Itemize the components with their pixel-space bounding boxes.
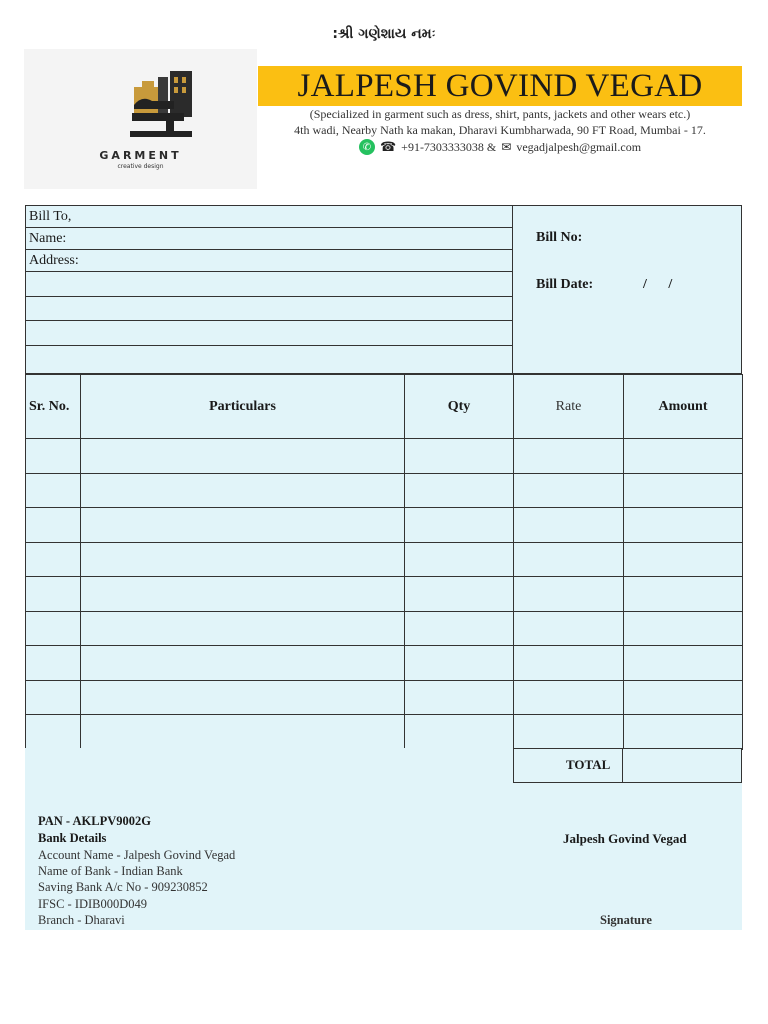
cell-amount[interactable] <box>624 715 743 750</box>
whatsapp-icon: ✆ <box>359 139 375 155</box>
sewing-machine-building-icon <box>128 69 198 149</box>
bill-date-field[interactable]: / / <box>643 277 673 292</box>
email-address: vegadjalpesh@gmail.com <box>516 139 642 154</box>
cell-qty[interactable] <box>405 508 514 543</box>
bank-name: Name of Bank - Indian Bank <box>38 864 183 878</box>
bill-info-section <box>513 205 742 374</box>
address-line[interactable] <box>26 297 512 322</box>
branch-name: Branch - Dharavi <box>38 913 125 927</box>
cell-sr-no[interactable] <box>26 611 81 646</box>
cell-qty[interactable] <box>405 715 514 750</box>
table-row <box>26 646 743 681</box>
cell-sr-no[interactable] <box>26 473 81 508</box>
bill-date-label: Bill Date: <box>536 277 594 292</box>
table-row <box>26 439 743 474</box>
business-name: JALPESH GOVIND VEGAD <box>297 67 703 104</box>
business-title-bar <box>258 66 742 106</box>
address-field[interactable]: Address: <box>26 250 512 272</box>
account-number: Saving Bank A/c No - 909230852 <box>38 880 208 894</box>
cell-qty[interactable] <box>405 680 514 715</box>
cell-rate[interactable] <box>514 611 624 646</box>
cell-amount[interactable] <box>624 611 743 646</box>
cell-rate[interactable] <box>514 473 624 508</box>
logo-brand: GARMENT <box>99 149 182 162</box>
column-header-qty: Qty <box>405 375 514 439</box>
cell-qty[interactable] <box>405 439 514 474</box>
cell-amount[interactable] <box>624 542 743 577</box>
cell-amount[interactable] <box>624 473 743 508</box>
cell-sr-no[interactable] <box>26 715 81 750</box>
garment-logo <box>24 49 257 189</box>
cell-rate[interactable] <box>514 542 624 577</box>
column-header-amount: Amount <box>624 375 743 439</box>
signatory-name: Jalpesh Govind Vegad <box>563 831 687 846</box>
table-row <box>26 542 743 577</box>
envelope-icon: ✉ <box>501 140 512 154</box>
phone-number: +91-7303333038 & <box>401 139 497 154</box>
cell-sr-no[interactable] <box>26 577 81 612</box>
cell-particulars[interactable] <box>81 611 405 646</box>
cell-particulars[interactable] <box>81 646 405 681</box>
bill-to-section <box>25 205 513 374</box>
table-row <box>26 611 743 646</box>
cell-sr-no[interactable] <box>26 680 81 715</box>
cell-particulars[interactable] <box>81 542 405 577</box>
ifsc-code: IFSC - IDIB000D049 <box>38 897 148 911</box>
table-row <box>26 473 743 508</box>
cell-rate[interactable] <box>514 439 624 474</box>
cell-rate[interactable] <box>514 508 624 543</box>
cell-particulars[interactable] <box>81 715 405 750</box>
total-label: TOTAL <box>513 748 623 783</box>
logo-tagline: creative design <box>117 163 164 170</box>
cell-amount[interactable] <box>624 439 743 474</box>
name-field[interactable]: Name: <box>26 228 512 250</box>
business-address: 4th wadi, Nearby Nath ka makan, Dharavi Kumbharwada, 90 FT Road, Mumbai - 17. <box>294 123 706 137</box>
cell-qty[interactable] <box>405 542 514 577</box>
invocation-text: :શ્રી ગણેશાય નમઃ <box>332 26 436 42</box>
cell-qty[interactable] <box>405 646 514 681</box>
pan-number: PAN - AKLPV9002G <box>38 814 151 828</box>
cell-amount[interactable] <box>624 646 743 681</box>
column-header-sr-no: Sr. No. <box>26 375 81 439</box>
cell-sr-no[interactable] <box>26 542 81 577</box>
cell-qty[interactable] <box>405 577 514 612</box>
signature-label: Signature <box>600 913 652 927</box>
cell-qty[interactable] <box>405 611 514 646</box>
table-row <box>26 577 743 612</box>
address-line[interactable] <box>26 321 512 346</box>
phone-icon: ☎ <box>379 139 397 155</box>
bill-to-heading: Bill To, <box>26 206 512 228</box>
account-name: Account Name - Jalpesh Govind Vegad <box>38 848 236 862</box>
table-row <box>26 508 743 543</box>
cell-rate[interactable] <box>514 680 624 715</box>
cell-amount[interactable] <box>624 577 743 612</box>
cell-sr-no[interactable] <box>26 508 81 543</box>
cell-rate[interactable] <box>514 577 624 612</box>
bill-no-label: Bill No: <box>536 230 583 245</box>
address-line[interactable] <box>26 346 512 371</box>
cell-sr-no[interactable] <box>26 439 81 474</box>
cell-sr-no[interactable] <box>26 646 81 681</box>
address-line[interactable] <box>26 272 512 297</box>
cell-particulars[interactable] <box>81 473 405 508</box>
items-table <box>25 374 743 750</box>
cell-particulars[interactable] <box>81 577 405 612</box>
contact-line <box>258 139 742 155</box>
table-row <box>26 715 743 750</box>
cell-particulars[interactable] <box>81 508 405 543</box>
cell-particulars[interactable] <box>81 680 405 715</box>
bank-details-heading: Bank Details <box>38 831 107 845</box>
cell-particulars[interactable] <box>81 439 405 474</box>
cell-rate[interactable] <box>514 646 624 681</box>
cell-qty[interactable] <box>405 473 514 508</box>
cell-amount[interactable] <box>624 508 743 543</box>
cell-amount[interactable] <box>624 680 743 715</box>
specialization-text: (Specialized in garment such as dress, shirt, pants, jackets and other wears etc.) <box>309 107 691 121</box>
column-header-particulars: Particulars <box>81 375 405 439</box>
column-header-rate: Rate <box>514 375 624 439</box>
cell-rate[interactable] <box>514 715 624 750</box>
table-row <box>26 680 743 715</box>
total-amount-field[interactable] <box>622 748 742 783</box>
